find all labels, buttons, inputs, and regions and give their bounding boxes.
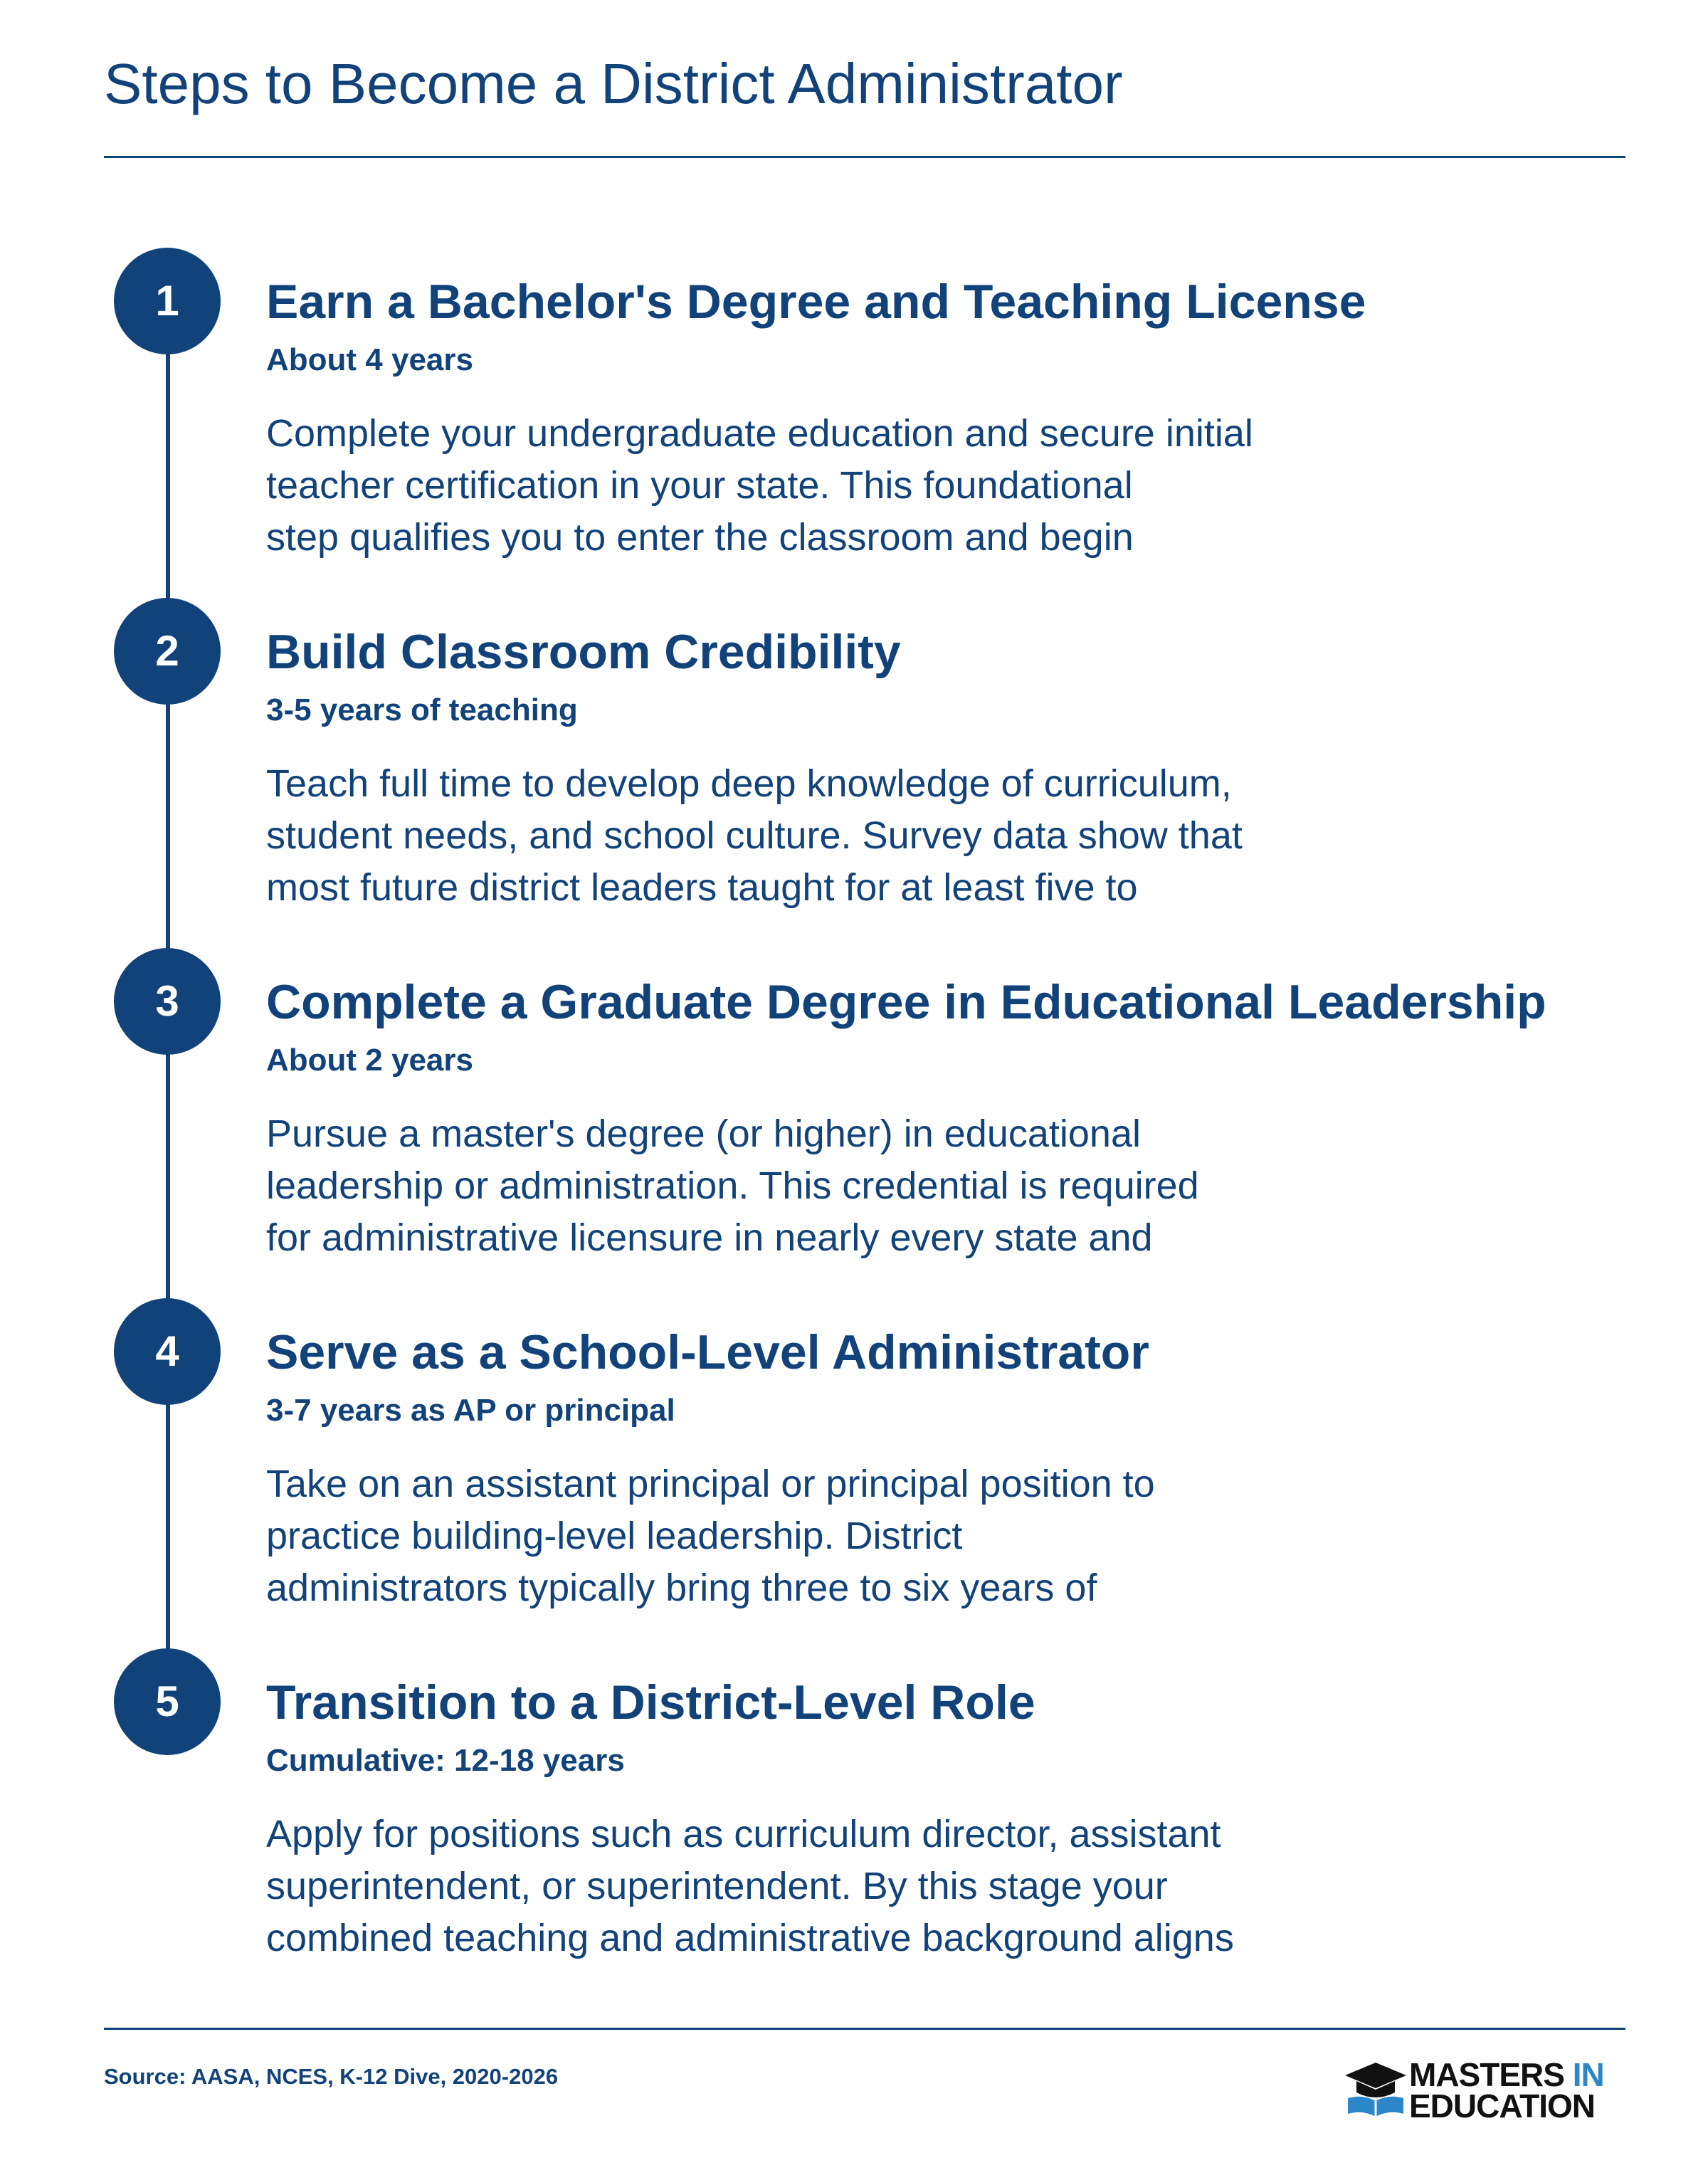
step-duration: About 4 years	[266, 342, 473, 377]
step-description	[266, 758, 1243, 914]
step-4	[0, 1298, 1708, 1640]
description-line: Apply for positions such as curriculum director, assistant	[266, 1813, 1221, 1855]
graduation-cap-book-icon	[1344, 2061, 1408, 2118]
step-5	[0, 1648, 1708, 1990]
step-heading: Build Classroom Credibility	[266, 625, 901, 679]
step-description	[266, 1458, 1155, 1614]
description-line: superintendent, or superintendent. By this stage your	[266, 1865, 1168, 1907]
source-citation: Source: AASA, NCES, K-12 Dive, 2020-2026	[104, 2064, 559, 2089]
step-number-badge: 5	[114, 1648, 221, 1755]
description-line: leadership or administration. This credential is required	[266, 1164, 1199, 1207]
step-duration: About 2 years	[266, 1043, 473, 1078]
description-line: Complete your undergraduate education and secure initial	[266, 412, 1253, 455]
footer-divider	[104, 2028, 1625, 2030]
description-line: step qualifies you to enter the classroom and begin	[266, 516, 1134, 559]
logo-word-in: IN	[1572, 2056, 1604, 2093]
step-duration: 3-5 years of teaching	[266, 693, 578, 727]
step-heading: Complete a Graduate Degree in Educational Leadership	[266, 975, 1546, 1029]
description-line: Take on an assistant principal or principal position to	[266, 1463, 1155, 1505]
step-1	[0, 248, 1708, 589]
step-number-badge: 3	[114, 948, 221, 1055]
step-3	[0, 948, 1708, 1290]
description-line: student needs, and school culture. Survey data show that	[266, 814, 1243, 857]
step-heading: Earn a Bachelor's Degree and Teaching License	[266, 275, 1366, 329]
logo-word-masters: MASTERS	[1409, 2056, 1564, 2093]
description-line: practice building-level leadership. District	[266, 1515, 963, 1557]
description-line: combined teaching and administrative background aligns	[266, 1917, 1234, 1959]
step-number-badge: 2	[114, 598, 221, 705]
description-line: for administrative licensure in nearly every state and	[266, 1216, 1153, 1259]
step-number-badge: 4	[114, 1298, 221, 1405]
logo-wordmark-line-1	[1409, 2058, 1604, 2091]
step-2	[0, 598, 1708, 939]
page-title: Steps to Become a District Administrator	[104, 52, 1123, 115]
step-description	[266, 408, 1253, 564]
description-line: Pursue a master's degree (or higher) in educational	[266, 1112, 1141, 1155]
step-number-badge: 1	[114, 248, 221, 354]
step-duration: Cumulative: 12-18 years	[266, 1743, 625, 1778]
description-line: administrators typically bring three to six years of	[266, 1566, 1097, 1609]
step-heading: Serve as a School-Level Administrator	[266, 1325, 1149, 1379]
description-line: teacher certification in your state. This foundational	[266, 464, 1133, 507]
header-divider	[104, 156, 1625, 158]
masters-in-education-logo	[1344, 2055, 1625, 2127]
step-heading: Transition to a District-Level Role	[266, 1675, 1035, 1729]
logo-word-education: EDUCATION	[1409, 2087, 1596, 2124]
description-line: Teach full time to develop deep knowledge of curriculum,	[266, 762, 1232, 805]
description-line: most future district leaders taught for at least five to	[266, 866, 1138, 909]
step-description	[266, 1808, 1234, 1964]
step-duration: 3-7 years as AP or principal	[266, 1393, 675, 1428]
step-description	[266, 1108, 1199, 1264]
